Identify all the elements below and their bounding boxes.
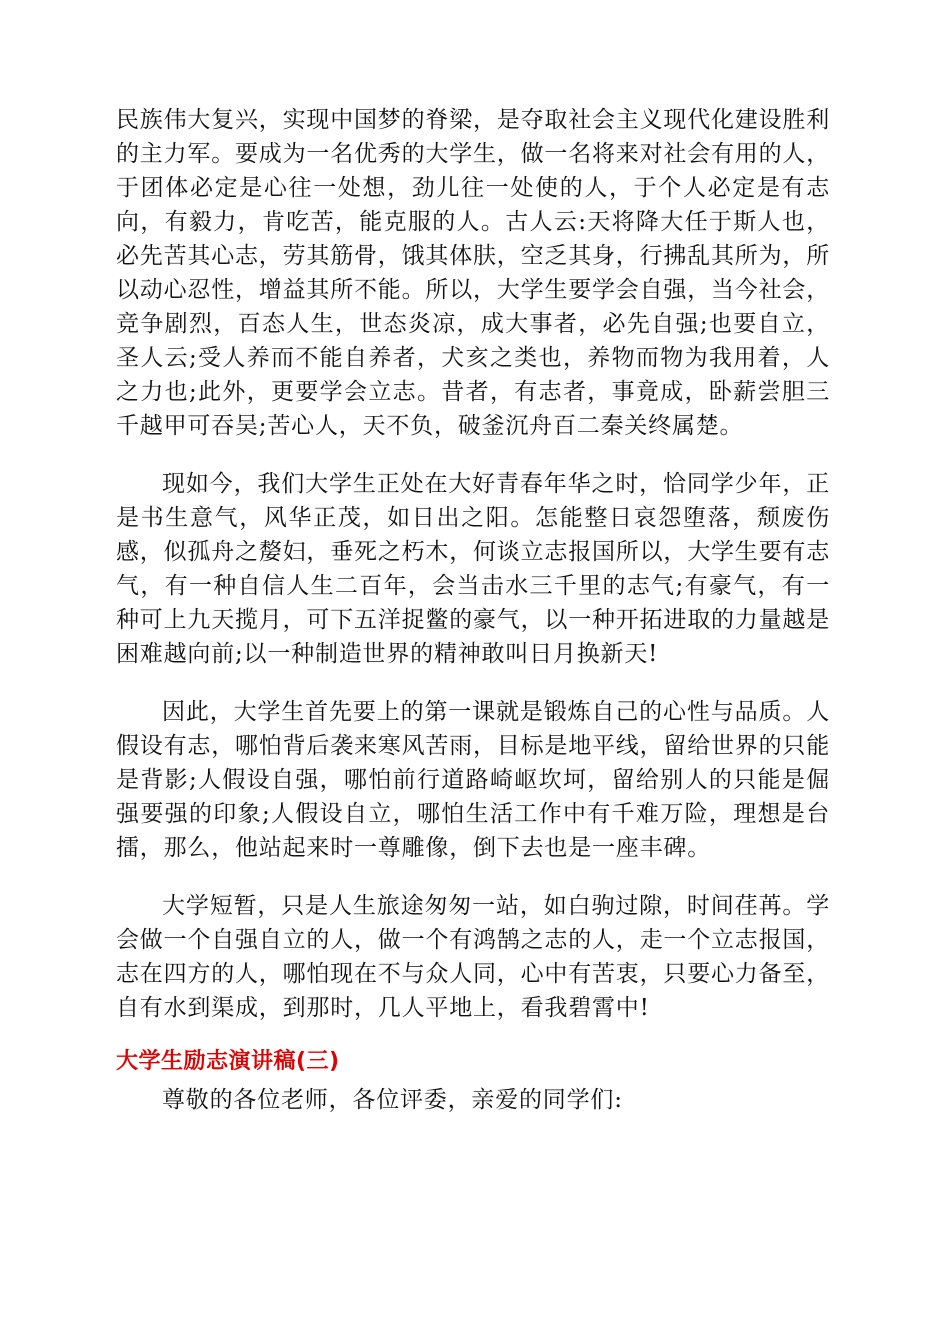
paragraph-2: 现如今，我们大学生正处在大好青春年华之时，恰同学少年，正是书生意气，风华正茂，如日出之阳。怎能整日哀怨堕落，颓废伤感，似孤舟之嫠妇，垂死之朽木，何谈立志报国所以，大学生要有志气，有一种自信人生二百年，会当击水三千里的志气;有豪气，有一种可上九天揽月，可下五洋捉鳖的豪气，以一种开拓进取的力量越是困难越向前;以一种制造世界的精神敢叫日月换新天!	[116, 471, 830, 667]
paragraph-4: 大学短暂，只是人生旅途匆匆一站，如白驹过隙，时间荏苒。学会做一个自强自立的人，做一个有鸿鹄之志的人，走一个立志报国，志在四方的人，哪怕现在不与众人同，心中有苦衷，只要心力备至，自有水到渠成，到那时，几人平地上，看我碧霄中!	[116, 893, 830, 1021]
paragraph-3: 因此，大学生首先要上的第一课就是锻炼自己的心性与品质。人假设有志，哪怕背后袭来寒风苦雨，目标是地平线，留给世界的只能是背影;人假设自强，哪怕前行道路崎岖坎坷，留给别人的只能是倔强要强的印象;人假设自立，哪怕生活工作中有千难万险，理想是台擂，那么，他站起来时一尊雕像，倒下去也是一座丰碑。	[116, 699, 830, 861]
section-heading: 大学生励志演讲稿(三)	[116, 1049, 340, 1074]
paragraph-1: 民族伟大复兴，实现中国梦的脊梁，是夺取社会主义现代化建设胜利的主力军。要成为一名优秀的大学生，做一名将来对社会有用的人，于团体必定是心往一处想，劲儿往一处使的人，于个人必定是有志向，有毅力，肯吃苦，能克服的人。古人云:天将降大任于斯人也，必先苦其心志，劳其筋骨，饿其体肤，空乏其身，行拂乱其所为，所以动心忍性，增益其所不能。所以，大学生要学会自强，当今社会，竞争剧烈，百态人生，世态炎凉，成大事者，必先自强;也要自立，圣人云;受人养而不能自养者，犬亥之类也，养物而物为我用着，人之力也;此外，更要学会立志。昔者，有志者，事竟成，卧薪尝胆三千越甲可吞吴;苦心人，天不负，破釜沉舟百二秦关终属楚。	[116, 107, 830, 439]
document-body	[116, 103, 830, 1117]
salutation: 尊敬的各位老师，各位评委，亲爱的同学们:	[162, 1087, 623, 1113]
